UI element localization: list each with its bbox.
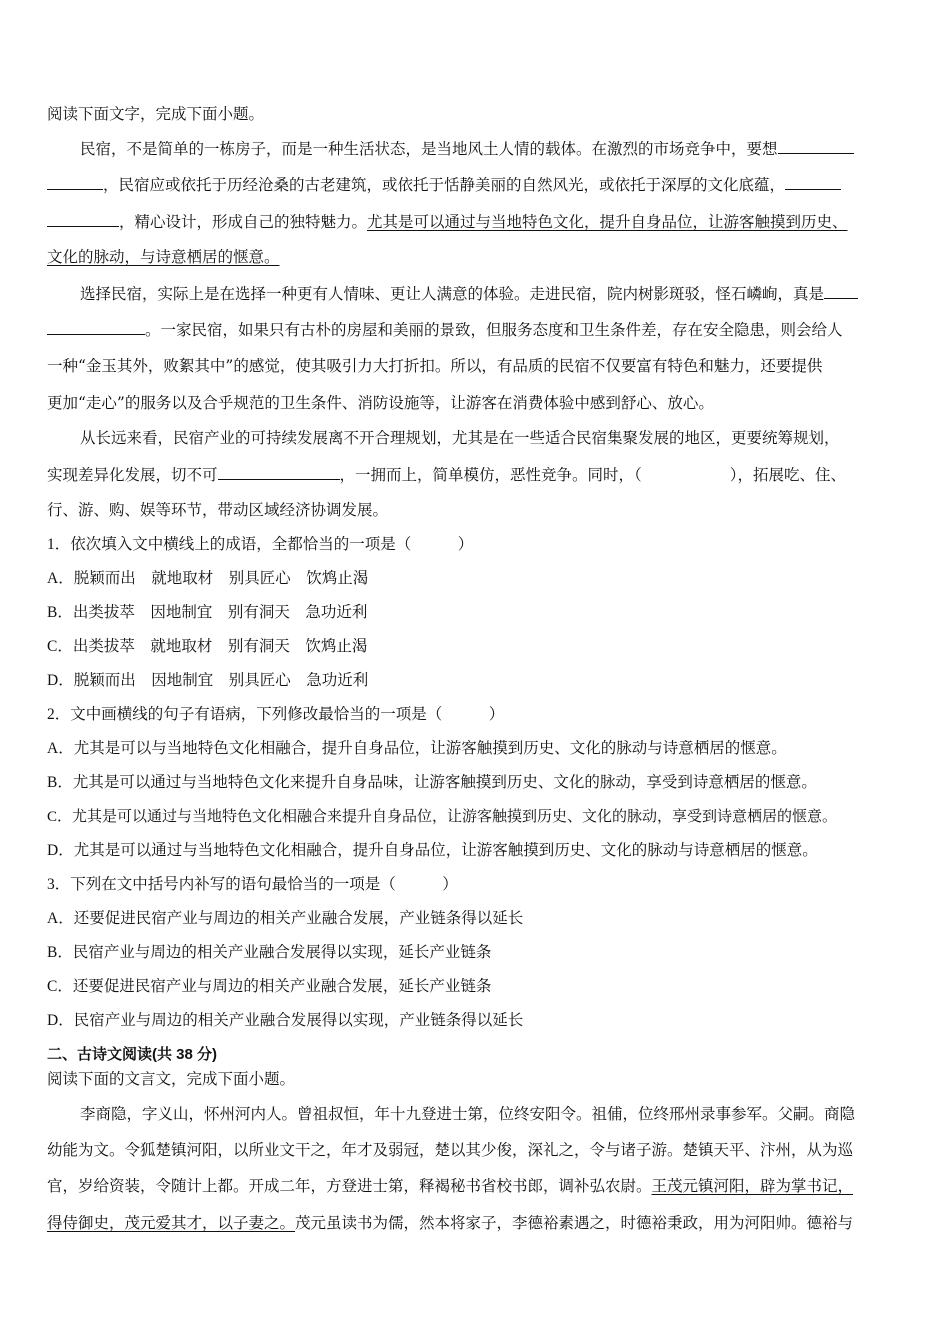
passage2-line: 。一家民宿，如果只有古朴的房屋和美丽的景致，但服务态度和卫生条件差，存在安全隐患，则会给人 — [47, 319, 843, 340]
reading-intro: 阅读下面文字，完成下面小题。 — [47, 105, 265, 123]
classical-text-line: 幼能为文。令狐楚镇河阳，以所业文干之，年才及弱冠，楚以其少俊，深礼之，令与诸子游。楚镇天平、汴州，从为巡 — [47, 1141, 854, 1159]
classical-text-line: 官，岁给资装，令随计上都。开成二年，方登进士第，释褐秘书省校书郎，调补弘农尉。王茂元镇河阳，辟为掌书记， — [47, 1177, 854, 1195]
fill-blank-2-cont[interactable] — [47, 211, 119, 227]
fill-blank-2[interactable] — [785, 174, 841, 190]
question-2-stem: 2．文中画横线的句子有语病，下列修改最恰当的一项是（ ） — [47, 706, 505, 723]
section-heading: 二、古诗文阅读(共 38 分) — [47, 1046, 218, 1063]
section-intro: 阅读下面的文言文，完成下面小题。 — [47, 1071, 296, 1088]
question-3-option-c[interactable]: C．还要促进民宿产业与周边的相关产业融合发展，延长产业链条 — [47, 978, 492, 995]
question-2-option-d[interactable]: D．尤其是可以通过与当地特色文化相融合，提升自身品位，让游客触摸到历史、文化的脉动与诗意栖居的惬意。 — [47, 842, 818, 859]
question-3-option-a[interactable]: A．还要促进民宿产业与周边的相关产业融合发展，产业链条得以延长 — [47, 910, 524, 927]
question-3-option-d[interactable]: D．民宿产业与周边的相关产业融合发展得以实现，产业链条得以延长 — [47, 1012, 524, 1029]
question-1-option-a[interactable]: A．脱颖而出 就地取材 别具匠心 饮鸩止渴 — [47, 570, 369, 587]
underlined-classical-sentence-cont: 得侍御史，茂元爱其才，以子妻之。 — [47, 1214, 296, 1232]
fill-blank-4[interactable] — [218, 464, 340, 480]
question-1-option-b[interactable]: B．出类拔萃 因地制宜 别有洞天 急功近利 — [47, 604, 368, 621]
fill-blank-3-cont[interactable] — [47, 319, 145, 335]
passage3-line: 实现差异化发展，切不可 ，一拥而上，简单模仿，恶性竞争。同时，（ ），拓展吃、住、 — [47, 466, 847, 484]
question-2-option-b[interactable]: B．尤其是可以通过与当地特色文化来提升自身品味，让游客触摸到历史、文化的脉动，享受到诗意栖居的惬意。 — [47, 774, 817, 791]
underlined-classical-sentence: 王茂元镇河阳，辟为掌书记， — [651, 1177, 854, 1195]
passage2-line: 选择民宿，实际上是在选择一种更有人情味、更让人满意的体验。走进民宿，院内树影斑驳，怪石嶙峋，真是 — [80, 283, 858, 304]
passage3-line: 从长远来看，民宿产业的可持续发展离不开合理规划，尤其是在一些适合民宿集聚发展的地区，更要统筹规划， — [80, 429, 840, 447]
passage2-line: 更加“走心”的服务以及合乎规范的卫生条件、消防设施等，让游客在消费体验中感到舒心、放心。 — [47, 394, 714, 412]
passage3-line: 行、游、购、娱等环节，带动区域经济协调发展。 — [47, 501, 389, 519]
passage1-line: 民宿，不是简单的一栋房子，而是一种生活状态，是当地风土人情的载体。在激烈的市场竞争中，要想 — [80, 138, 854, 159]
question-1-option-d[interactable]: D．脱颖而出 因地制宜 别具匠心 急功近利 — [47, 672, 369, 689]
classical-text-line: 李商隐，字义山，怀州河内人。曾祖叔恒，年十九登进士第，位终安阳令。祖俌，位终邢州录事参军。父嗣。商隐 — [80, 1105, 856, 1123]
passage2-line: 一种“金玉其外，败絮其中”的感觉，使其吸引力大打折扣。所以，有品质的民宿不仅要富有特色和魅力，还要提供 — [47, 357, 823, 375]
classical-text-line: 得侍御史，茂元爱其才，以子妻之。茂元虽读书为儒，然本将家子，李德裕素遇之，时德裕秉政，用为河阳帅。德裕与 — [47, 1214, 854, 1232]
question-2-option-c[interactable]: C．尤其是可以通过与当地特色文化相融合来提升自身品位，让游客触摸到历史、文化的脉动，享受到诗意栖居的惬意。 — [47, 809, 838, 825]
question-2-option-a[interactable]: A．尤其是可以与当地特色文化相融合，提升自身品位，让游客触摸到历史、文化的脉动与诗意栖居的惬意。 — [47, 740, 787, 757]
underlined-sentence: 尤其是可以通过与当地特色文化，提升自身品位，让游客触摸到历史、 — [367, 213, 848, 231]
question-1-option-c[interactable]: C．出类拔萃 就地取材 别有洞天 饮鸩止渴 — [47, 638, 368, 655]
fill-blank-1[interactable] — [778, 138, 854, 154]
underlined-sentence-cont: 文化的脉动，与诗意栖居的惬意。 — [47, 248, 280, 266]
fill-blank-1-cont[interactable] — [47, 174, 103, 190]
question-3-option-b[interactable]: B．民宿产业与周边的相关产业融合发展得以实现，延长产业链条 — [47, 944, 492, 961]
fill-blank-3[interactable] — [824, 283, 858, 299]
passage1-line: ，精心设计，形成自己的独特魅力。尤其是可以通过与当地特色文化，提升自身品位，让游客触摸到历史、 — [47, 211, 848, 232]
question-1-stem: 1．依次填入文中横线上的成语，全都恰当的一项是（ ） — [47, 536, 474, 553]
passage1-line: ，民宿应或依托于历经沧桑的古老建筑，或依托于恬静美丽的自然风光，或依托于深厚的文化底蕴， — [47, 174, 841, 195]
question-3-stem: 3．下列在文中括号内补写的语句最恰当的一项是（ ） — [47, 876, 458, 893]
